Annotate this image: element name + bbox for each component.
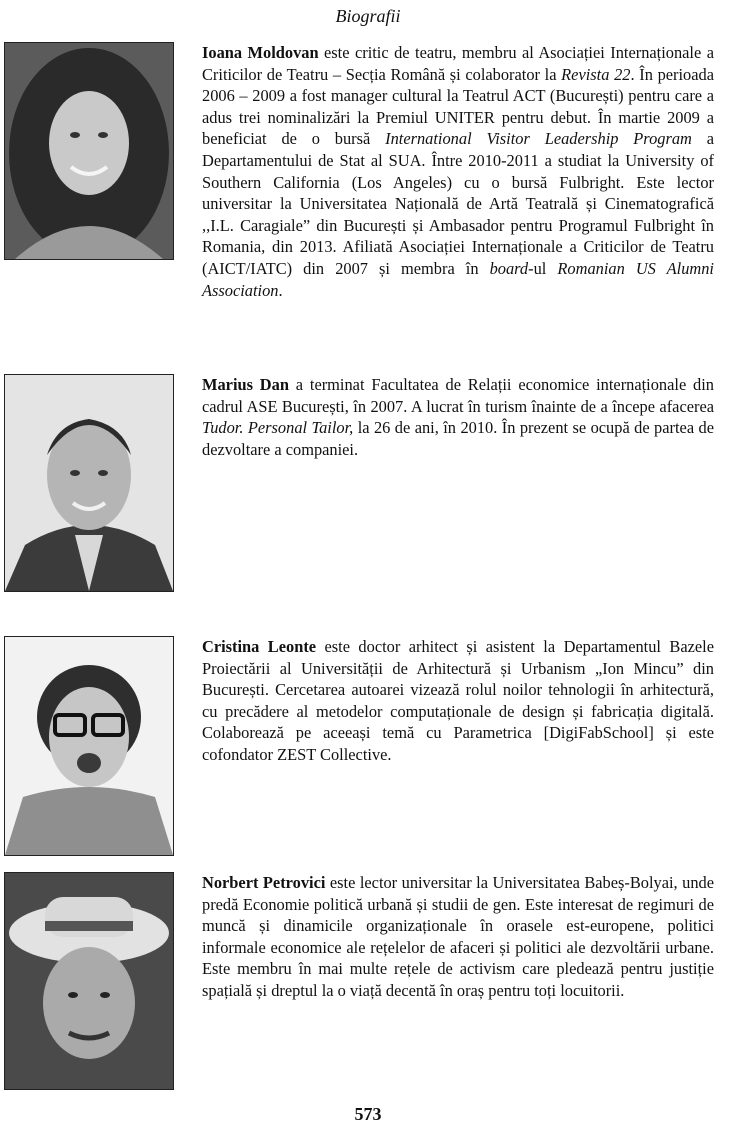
bio-text: Norbert Petrovici este lector universitar la Universitatea Babeș-Bolyai, unde predă Economie politică urbană și studii de gen. Este interesat de regimuri de muncă și dinamicile organizaționale în orasele est-europene, politici informale economice ale rețelelor de afaceri și politici ale dezvoltării urbane. Este membru în mai multe rețele de activism care pledează pentru justiție spațială și dreptul la o viață decentă în oraș pentru toți locuitorii.: [202, 873, 714, 1000]
bio-entry: [4, 872, 714, 1094]
bio-entry: [4, 374, 714, 594]
bio-entry: [4, 42, 715, 300]
person-name: Ioana Moldovan: [202, 43, 319, 62]
italic-title: Revista 22: [561, 64, 631, 84]
bio-entry: [4, 636, 714, 858]
page-number: 573: [354, 1104, 382, 1124]
portrait-photo: [4, 636, 174, 856]
italic-title: Tudor. Personal Tailor,: [202, 418, 354, 438]
person-name: Marius Dan: [202, 375, 289, 394]
person-name: Cristina Leonte: [202, 637, 317, 656]
bio-text: Ioana Moldovan este critic de teatru, membru al Asociației Internaționale a Criticilor de Teatru – Secția Română și colaborator la Revista 22. În perioada 2006 – 2009 a fost manager cultural la Teatrul ACT (București) pentru care a adus trei nominalizări la Premiul UNITER pentru debut. În martie 2009 a beneficiat de o bursă International Visitor Leadership Program a Departamentului de Stat al SUA. Între 2010-2011 a studiat la University of Southern California (Los Angeles) cu o bursă Fulbright. Este lector universitar la Universitatea Națională de Artă Teatrală și Cinematografică ,,I.L. Caragiale” din București și Ambasador pentru Programul Fulbright în Romania, din 2013. Afiliată Asociației Internaționale a Criticilor de Teatru (AICT/IATC) din 2007 și membra în board-ul Romanian US Alumni Association.: [202, 43, 715, 300]
bio-text: Marius Dan a terminat Facultatea de Relații economice internaționale din cadrul ASE București, în 2007. A lucrat în turism înainte de a începe afacerea Tudor. Personal Tailor, la 26 de ani, în 2010. În prezent se ocupă de partea de dezvoltare a companiei.: [202, 375, 715, 459]
italic-title: Romanian US Alumni Association: [202, 258, 714, 300]
bio-text: Cristina Leonte este doctor arhitect și asistent la Departamentul Bazele Proiectării al Universității de Arhitectură și Urbanism „Ion Mincu” din București. Cercetarea autoarei vizează rolul noilor tehnologii în arhitectură, cu precădere al metodelor computaționale de design și fabricația digitală. Colaborează pe aceeași temă cu Parametrica [DigiFabSchool] și este cofondator ZEST Collective.: [202, 637, 714, 764]
portrait-photo: [4, 42, 174, 260]
portrait-photo: [4, 374, 174, 592]
italic-title: board: [489, 258, 529, 278]
person-name: Norbert Petrovici: [202, 873, 326, 892]
italic-title: International Visitor Leadership Program: [385, 129, 692, 149]
portrait-photo: [4, 872, 174, 1090]
running-header: Biografii: [335, 6, 401, 26]
